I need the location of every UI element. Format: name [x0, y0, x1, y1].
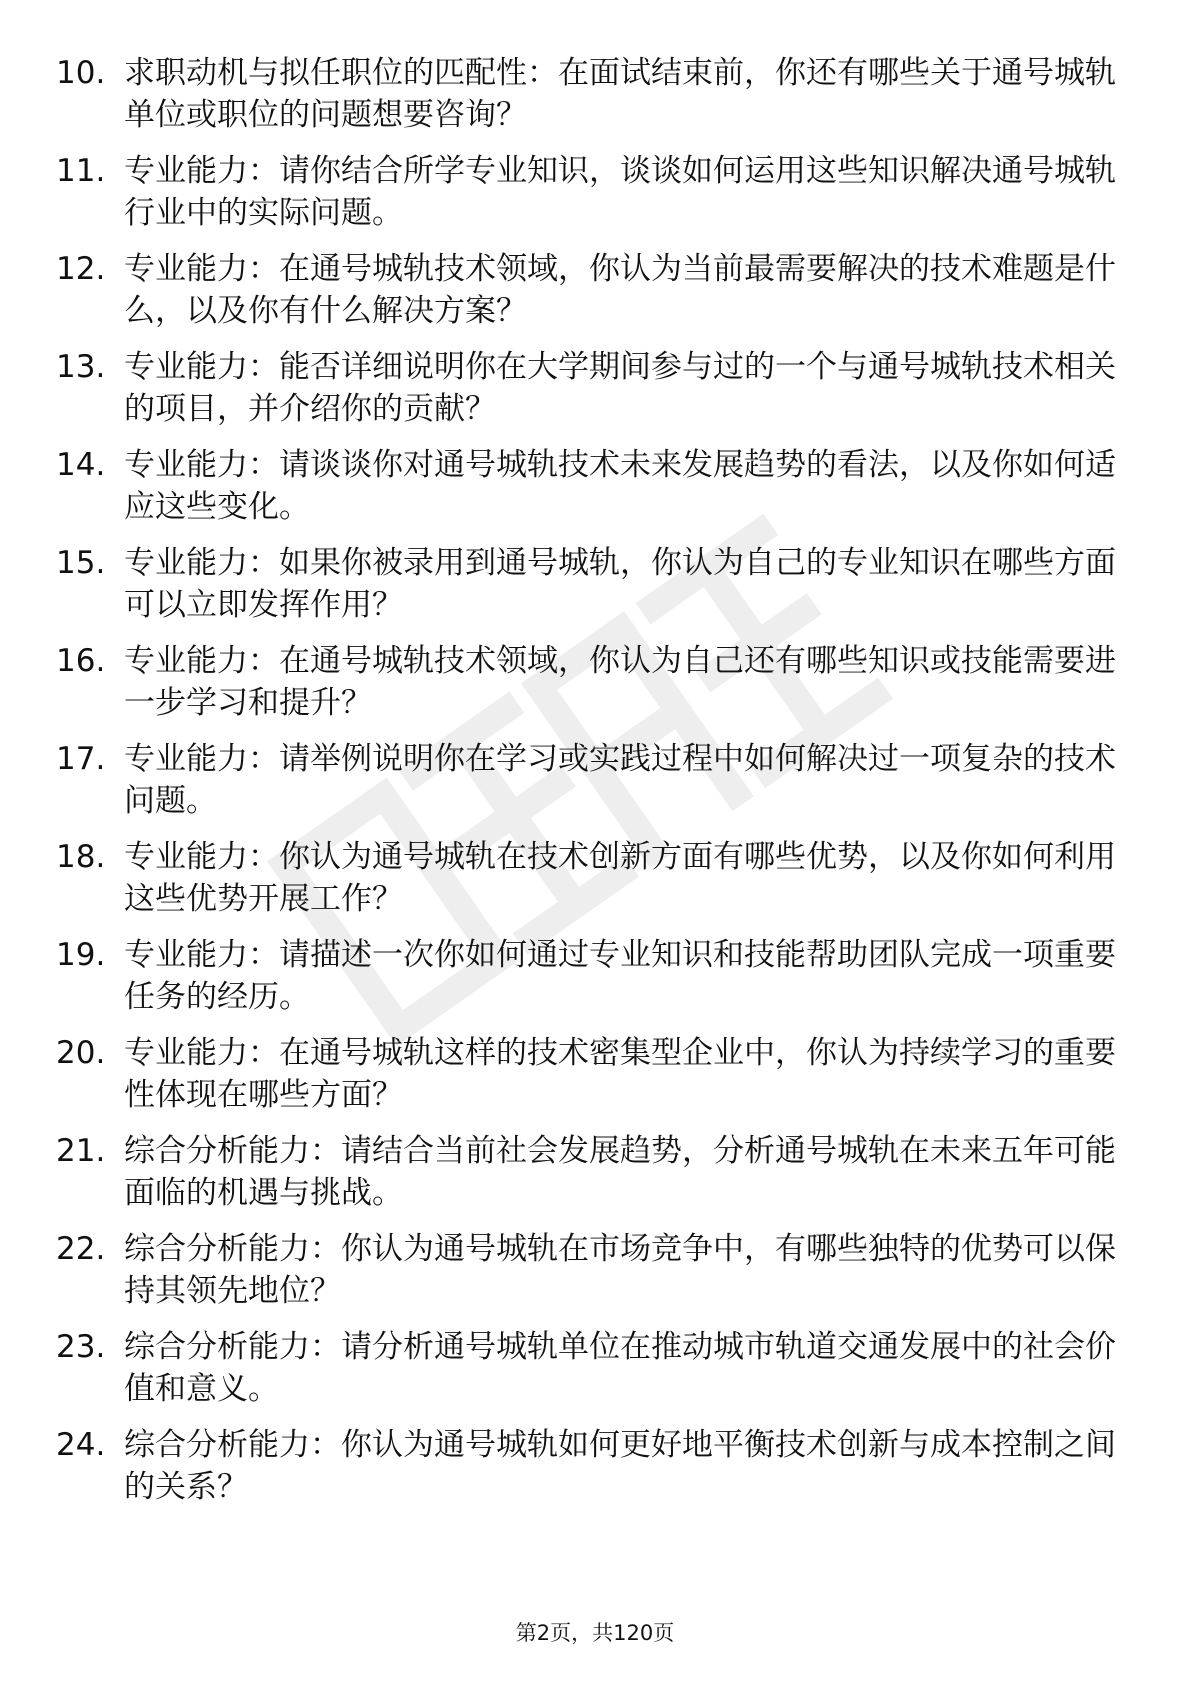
question-item [56, 346, 1116, 430]
question-item [56, 1424, 1116, 1508]
question-item [56, 738, 1116, 822]
question-item [56, 1228, 1116, 1312]
question-text: 求职动机与拟任职位的匹配性：在面试结束前，你还有哪些关于通号城轨单位或职位的问题想要咨询？ [124, 55, 1116, 133]
question-text: 专业能力：能否详细说明你在大学期间参与过的一个与通号城轨技术相关的项目，并介绍你的贡献？ [124, 349, 1116, 427]
question-text: 专业能力：请你结合所学专业知识，谈谈如何运用这些知识解决通号城轨行业中的实际问题。 [124, 153, 1116, 231]
question-number: 10. [56, 55, 106, 91]
question-number: 13. [56, 349, 106, 385]
question-number: 21. [56, 1133, 106, 1169]
question-text: 专业能力：在通号城轨这样的技术密集型企业中，你认为持续学习的重要性体现在哪些方面？ [124, 1035, 1116, 1113]
question-number: 20. [56, 1035, 106, 1071]
question-item [56, 1130, 1116, 1214]
question-number: 15. [56, 545, 106, 581]
question-number: 23. [56, 1329, 106, 1365]
question-text: 专业能力：请谈谈你对通号城轨技术未来发展趋势的看法，以及你如何适应这些变化。 [124, 447, 1116, 525]
question-item [56, 150, 1116, 234]
question-item [56, 248, 1116, 332]
question-text: 综合分析能力：请结合当前社会发展趋势，分析通号城轨在未来五年可能面临的机遇与挑战。 [124, 1133, 1116, 1211]
question-number: 17. [56, 741, 106, 777]
question-number: 12. [56, 251, 106, 287]
question-item [56, 1032, 1116, 1116]
question-item [56, 542, 1116, 626]
question-item [56, 444, 1116, 528]
question-text: 综合分析能力：你认为通号城轨在市场竞争中，有哪些独特的优势可以保持其领先地位？ [124, 1231, 1116, 1309]
question-item [56, 836, 1116, 920]
question-number: 24. [56, 1427, 106, 1463]
question-text: 专业能力：请举例说明你在学习或实践过程中如何解决过一项复杂的技术问题。 [124, 741, 1116, 819]
question-number: 19. [56, 937, 106, 973]
question-text: 综合分析能力：请分析通号城轨单位在推动城市轨道交通发展中的社会价值和意义。 [124, 1329, 1116, 1407]
question-list [56, 52, 1116, 1522]
question-text: 专业能力：在通号城轨技术领域，你认为当前最需要解决的技术难题是什么，以及你有什么解决方案？ [124, 251, 1116, 329]
question-item [56, 934, 1116, 1018]
page-footer: 第2页，共120页 [515, 1621, 675, 1645]
question-item [56, 1326, 1116, 1410]
question-item [56, 640, 1116, 724]
question-number: 14. [56, 447, 106, 483]
question-number: 18. [56, 839, 106, 875]
question-text: 专业能力：如果你被录用到通号城轨，你认为自己的专业知识在哪些方面可以立即发挥作用？ [124, 545, 1116, 623]
question-text: 综合分析能力：你认为通号城轨如何更好地平衡技术创新与成本控制之间的关系？ [124, 1427, 1116, 1505]
question-item [56, 52, 1116, 136]
question-number: 16. [56, 643, 106, 679]
question-number: 22. [56, 1231, 106, 1267]
question-number: 11. [56, 153, 106, 189]
question-text: 专业能力：请描述一次你如何通过专业知识和技能帮助团队完成一项重要任务的经历。 [124, 937, 1116, 1015]
question-text: 专业能力：你认为通号城轨在技术创新方面有哪些优势，以及你如何利用这些优势开展工作？ [124, 839, 1116, 917]
question-text: 专业能力：在通号城轨技术领域，你认为自己还有哪些知识或技能需要进一步学习和提升？ [124, 643, 1116, 721]
